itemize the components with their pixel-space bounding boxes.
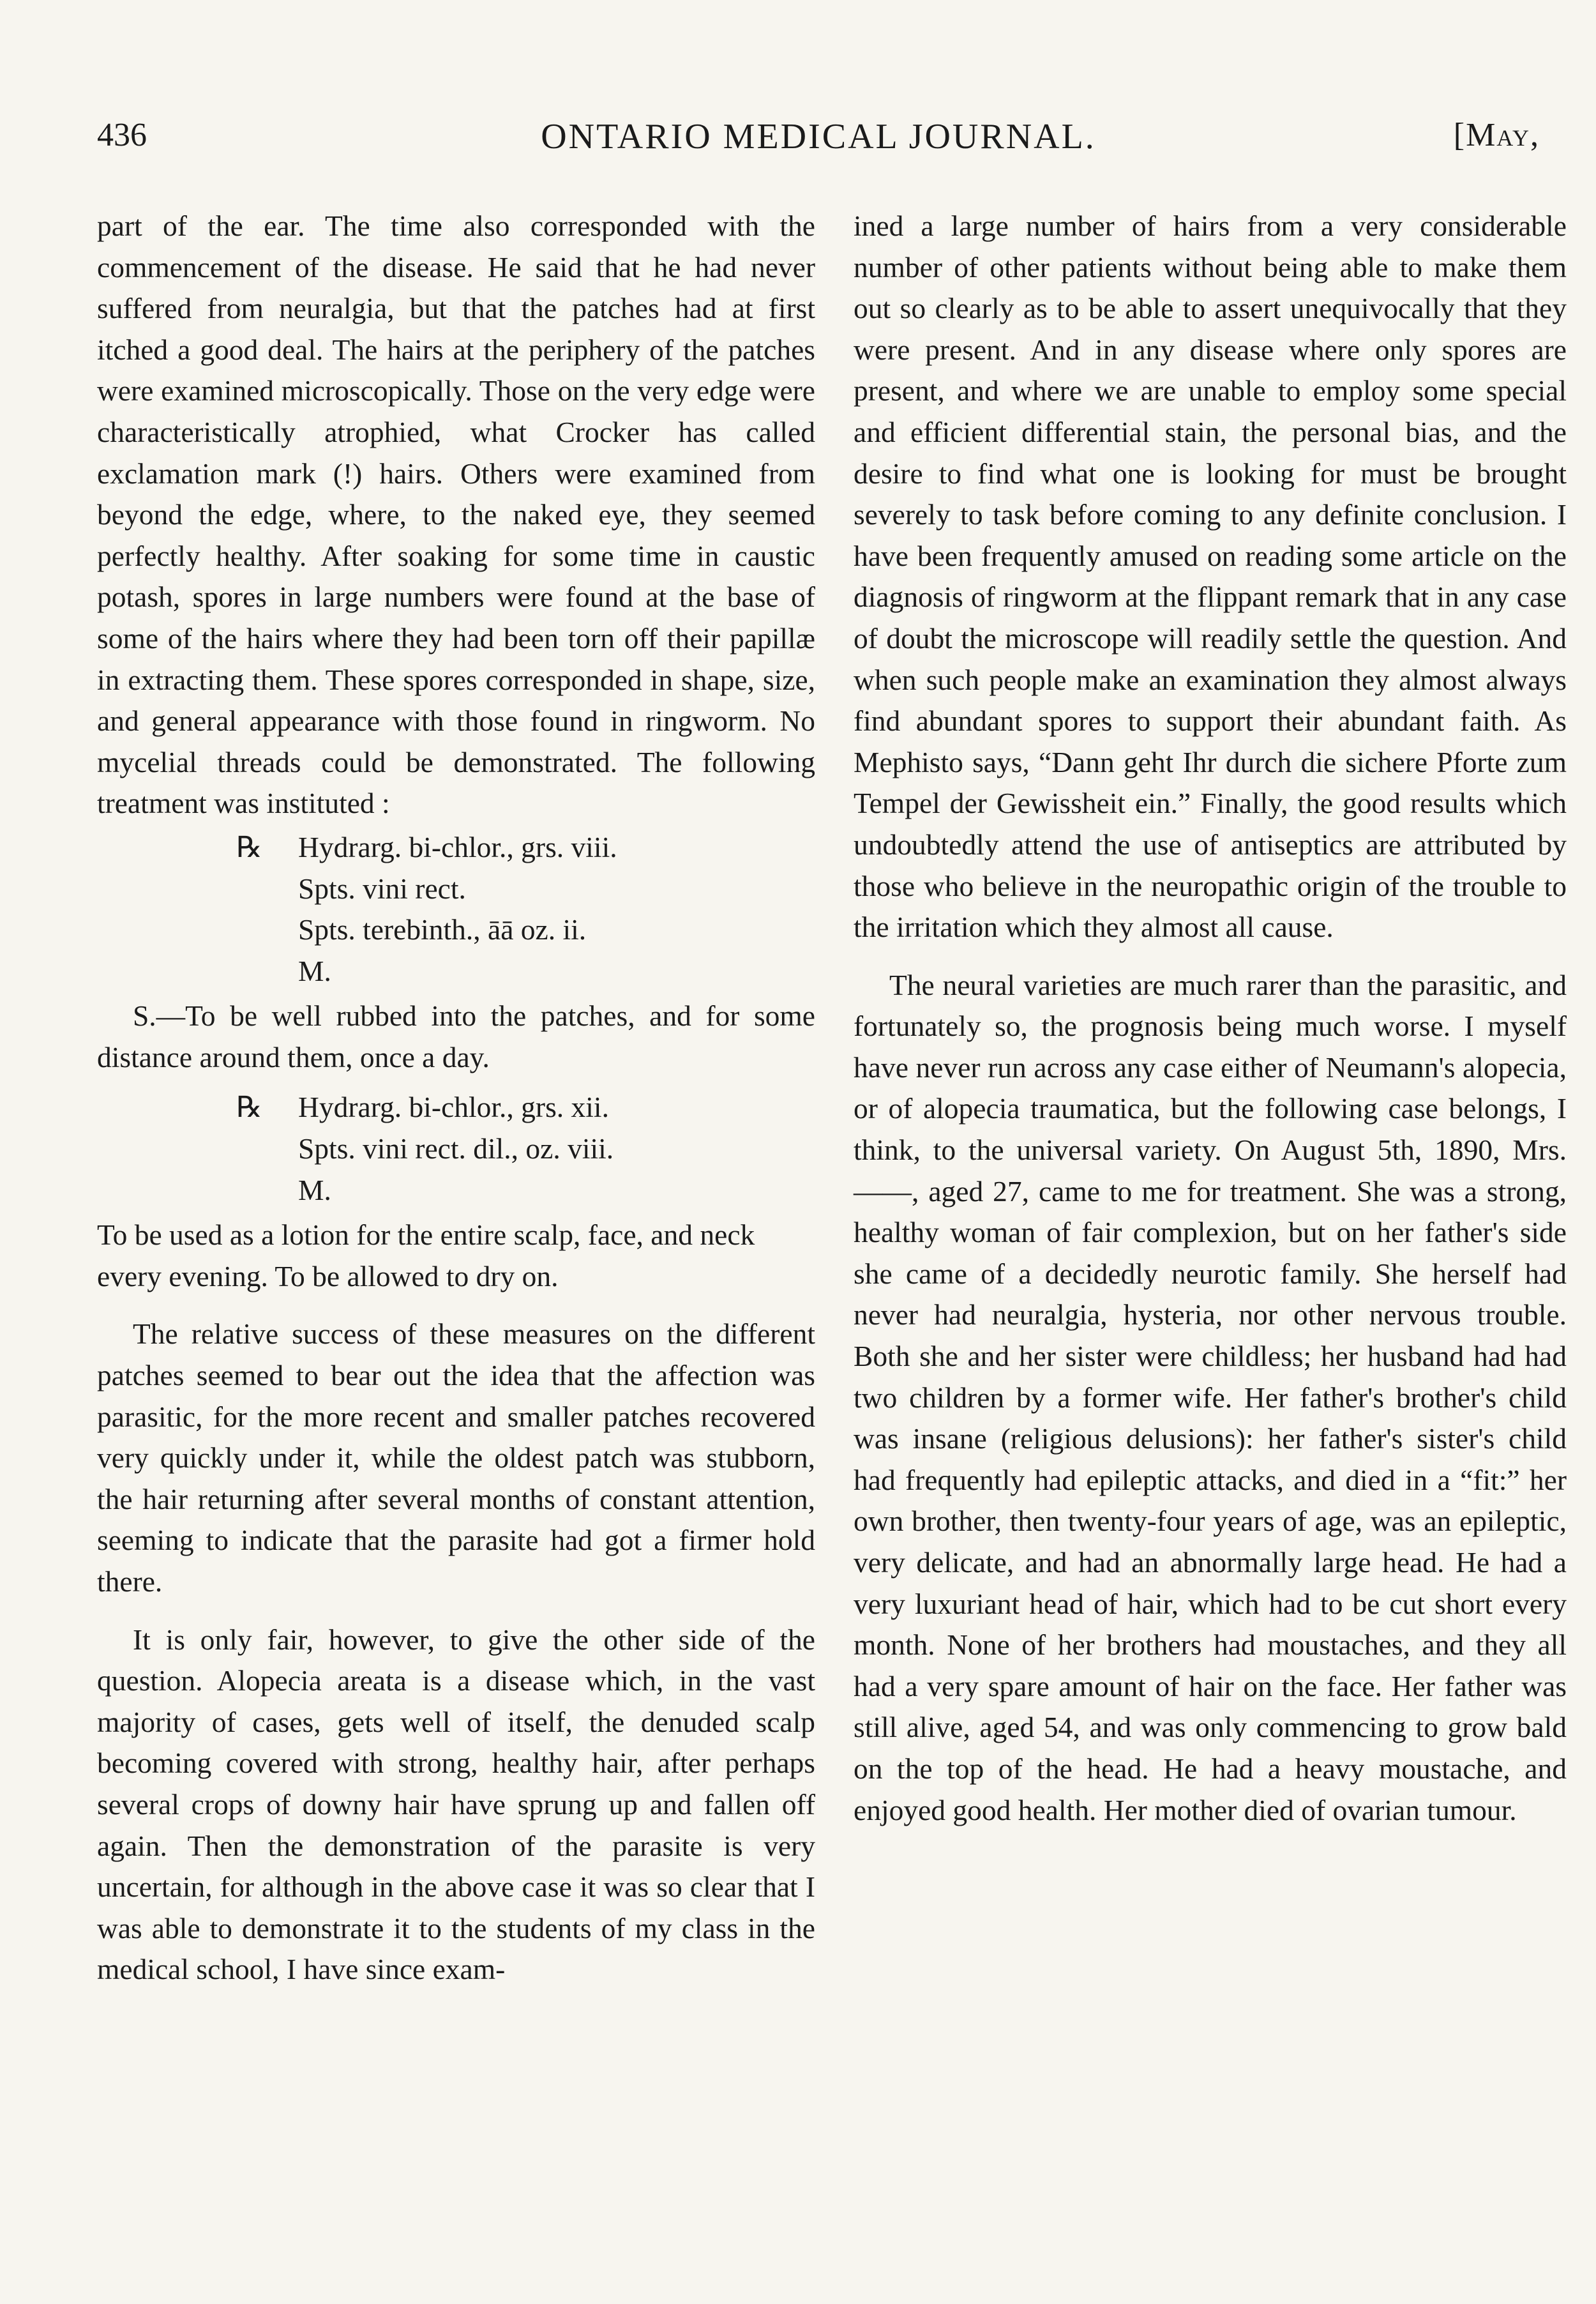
prescription-direction: To be used as a lotion for the entire scalp, face, and neck every evening. To be allowed to dry on. (97, 1218, 755, 1292)
journal-title: ONTARIO MEDICAL JOURNAL. (541, 117, 1096, 156)
prescription-line: M. (298, 954, 331, 987)
prescription-line: M. (298, 1173, 331, 1206)
paragraph: The relative success of these measures on the different patches seemed to bear out the idea that the affection was parasitic, for the more recent and smaller patches recovered very quickly under it, while the oldest patch was stubborn, the hair returning after several months of constant attention, seeming to indicate that the parasite had got a firmer hold there. (97, 1317, 815, 1598)
prescription-line: Spts. terebinth., āā oz. ii. (298, 913, 587, 946)
running-header (97, 116, 1540, 180)
issue-month: [May, (1453, 117, 1540, 153)
recipe-symbol: ℞ (236, 1091, 262, 1124)
prescription-2 (97, 1087, 815, 1211)
prescription-line: Hydrarg. bi-chlor., grs. xii. (298, 1091, 609, 1124)
prescription-line: Spts. vini rect. dil., oz. viii. (298, 1132, 614, 1165)
prescription-direction: S.—To be well rubbed into the patches, and for some distance around them, once a day. (97, 999, 815, 1073)
paragraph: It is only fair, however, to give the other side of the question. Alopecia areata is a disease which, in the vast majority of cases, gets well of itself, the denuded scalp becoming covered with strong, healthy hair, after perhaps several crops of downy hair have sprung up and fallen off again. Then the demonstration of the parasite is very uncertain, for although in the above case it was so clear that I was able to demonstrate it to the students of my class in the medical school, I have since exam- (97, 1623, 815, 1986)
prescription-1 (97, 827, 815, 992)
right-column (854, 206, 1567, 1831)
paragraph: part of the ear. The time also corresponded with the commencement of the disease. He said that he had never suffered from neuralgia, but that the patches had at first itched a good deal. The hairs at the periphery of the patches were examined microscopically. Those on the very edge were characteristically atrophied, what Crocker has called exclamation mark (!) hairs. Others were examined from beyond the edge, where, to the naked eye, they seemed perfectly healthy. After soaking for some time in caustic potash, spores in large numbers were found at the base of some of the hairs where they had been torn off their papillæ in extracting them. These spores corresponded in shape, size, and general appearance with those found in ringworm. No mycelial threads could be demonstrated. The following treatment was instituted : (97, 209, 815, 820)
page-number: 436 (97, 117, 147, 153)
left-column (97, 206, 815, 1990)
paragraph: ined a large number of hairs from a very considerable number of other patients without being able to make them out so clearly as to be able to assert unequivocally that they were present. And in any disease where only spores are present, and where we are unable to employ some special and efficient differential stain, the personal bias, and the desire to find what one is looking for must be brought severely to task before coming to any definite conclusion. I have been frequently amused on reading some article on the diagnosis of ringworm at the flippant remark that in any case of doubt the microscope will readily settle the question. And when such people make an examination they almost always find abundant spores to support their abundant faith. As Mephisto says, “Dann geht Ihr durch die sichere Pforte zum Tempel der Gewissheit ein.” Finally, the good results which undoubtedly attend the use of antiseptics are attributed by those who believe in the neuropathic origin of the trouble to the irritation which they almost all cause. (854, 209, 1567, 944)
prescription-line: Hydrarg. bi-chlor., grs. viii. (298, 830, 617, 863)
recipe-symbol: ℞ (236, 830, 262, 863)
prescription-line: Spts. vini rect. (298, 872, 466, 905)
paragraph: The neural varieties are much rarer than the parasitic, and fortunately so, the prognosis being much worse. I myself have never run across any case either of Neumann's alopecia, or of alopecia traumatica, but the following case belongs, I think, to the universal variety. On August 5th, 1890, Mrs. ——, aged 27, came to me for treatment. She was a strong, healthy woman of fair complexion, but on her father's side she came of a decidedly neurotic family. She herself had never had neuralgia, hysteria, nor other nervous trouble. Both she and her sister were childless; her husband had had two children by a former wife. Her father's brother's child was insane (religious delusions): her father's sister's child had frequently had epileptic attacks, and died in a “fit:” her own brother, then twenty-four years of age, was an epileptic, very delicate, and had an abnormally large head. He had a very luxuriant head of hair, which had to be cut short every month. None of her brothers had moustaches, and they all had a very spare amount of hair on the face. Her father was still alive, aged 54, and was only commencing to grow bald on the top of the head. He had a heavy moustache, and enjoyed good health. Her mother died of ovarian tumour. (854, 968, 1567, 1826)
